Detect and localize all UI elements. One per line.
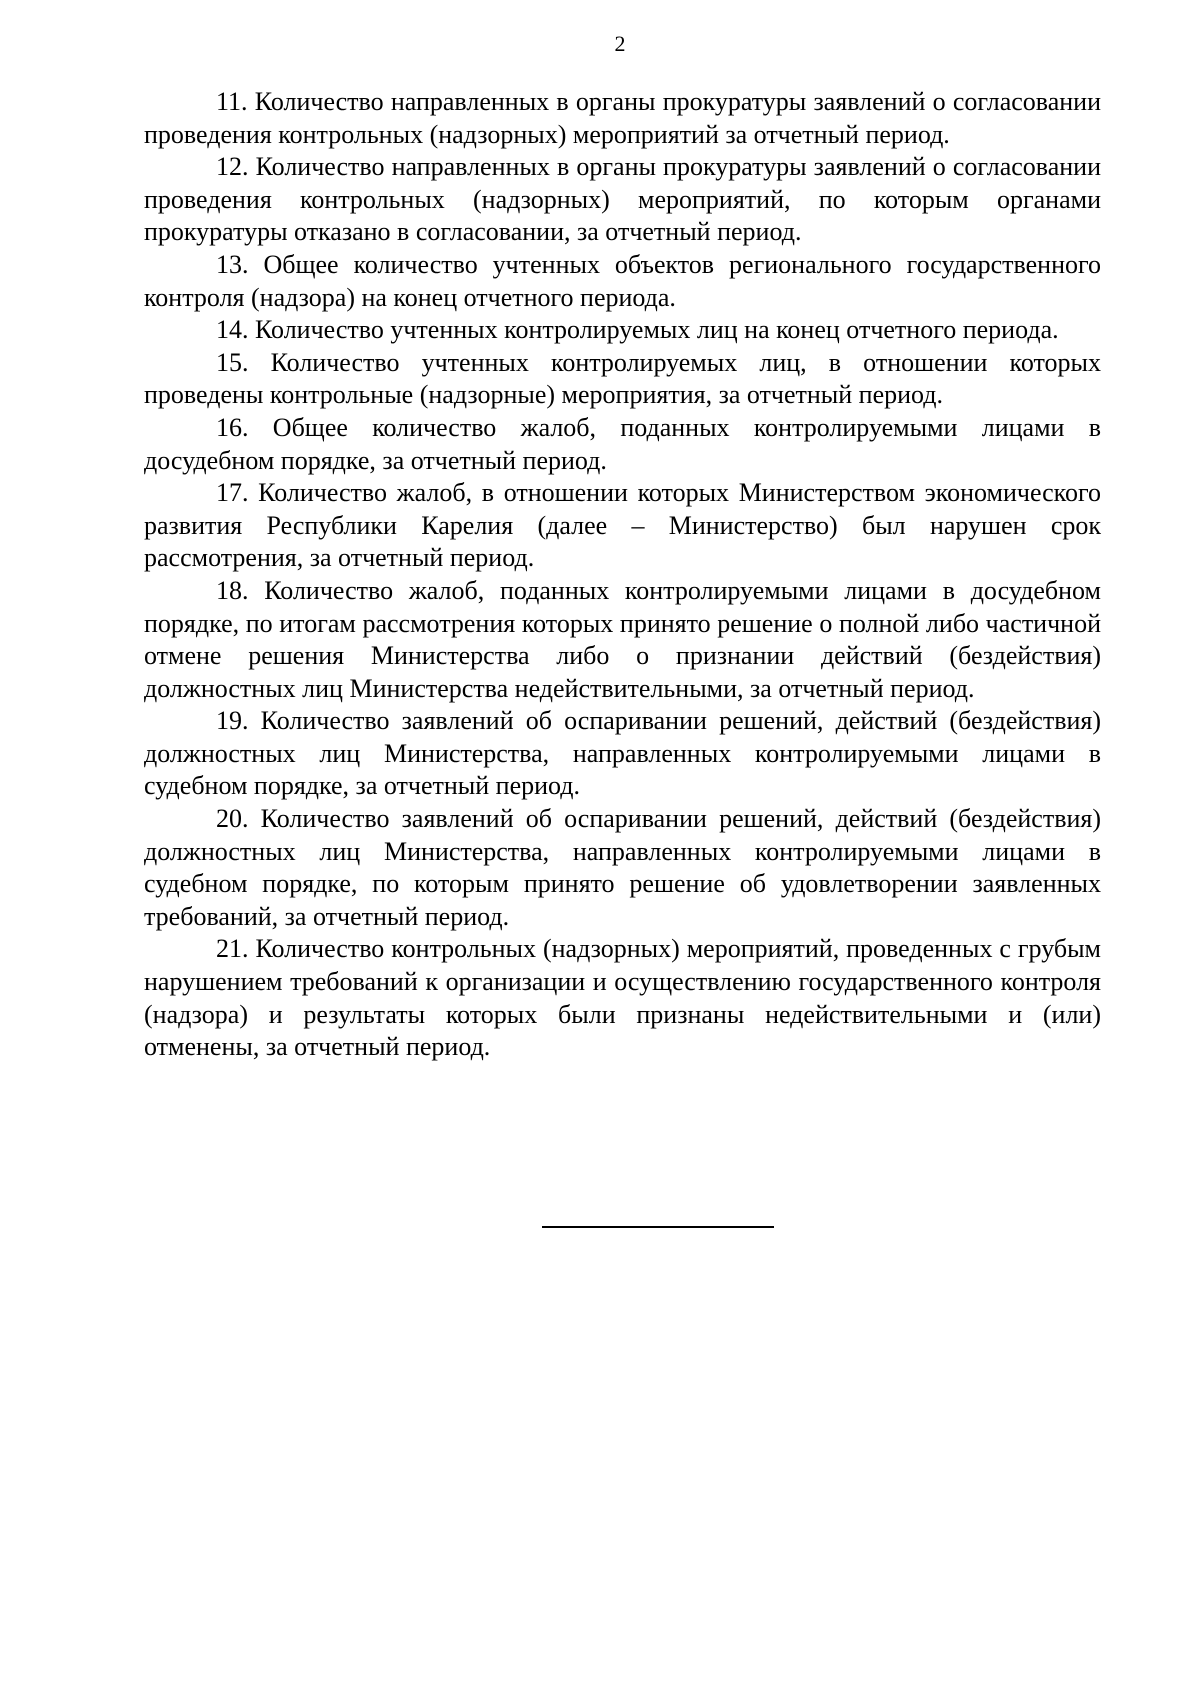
item-text: Количество жалоб, в отношении которых Министерством экономического развития Республики Карелия (далее – Министерство) был нарушен срок рассмотрения, за отчетный период. — [144, 478, 1101, 573]
list-item — [144, 314, 1101, 347]
list-item — [144, 477, 1101, 575]
item-number: 12. — [216, 152, 249, 182]
item-number: 14. — [216, 315, 249, 345]
list-item — [144, 347, 1101, 412]
item-text: Количество контрольных (надзорных) мероприятий, проведенных с грубым нарушением требований к организации и осуществлению государственного контроля (надзора) и результаты которых были признаны недействительными и (или) отменены, за отчетный период. — [144, 934, 1101, 1062]
list-item — [144, 151, 1101, 249]
item-number: 20. — [216, 804, 249, 834]
item-number: 16. — [216, 412, 249, 442]
list-item — [144, 933, 1101, 1063]
item-number: 11. — [216, 87, 248, 116]
item-number: 21. — [216, 934, 249, 964]
item-text: Общее количество учтенных объектов регионального государственного контроля (надзора) на конец отчетного периода. — [144, 249, 1102, 312]
list-item — [144, 803, 1101, 933]
item-text: Количество заявлений об оспаривании решений, действий (бездействия) должностных лиц Министерства, направленных контролируемыми лицами в судебном порядке, по которым принято решение об удовлетворении заявленных требований, за отчетный период. — [144, 804, 1101, 931]
item-text: Количество заявлений об оспаривании решений, действий (бездействия) должностных лиц Министерства, направленных контролируемыми лицами в судебном порядке, за отчетный период. — [144, 706, 1101, 801]
page-number: 2 — [614, 31, 626, 56]
item-text: Количество направленных в органы прокуратуры заявлений о согласовании проведения контрольных (надзорных) мероприятий за отчетный период. — [144, 87, 1102, 149]
list-item — [144, 575, 1101, 705]
item-number: 17. — [216, 478, 249, 508]
item-number: 15. — [216, 347, 249, 377]
list-item — [144, 249, 1101, 314]
closing-rule — [542, 1226, 774, 1228]
item-number: 19. — [216, 706, 249, 736]
list-item — [144, 705, 1101, 803]
list-item — [144, 86, 1101, 151]
item-text: Общее количество жалоб, поданных контролируемыми лицами в досудебном порядке, за отчетный период. — [144, 412, 1101, 475]
item-text: Количество направленных в органы прокуратуры заявлений о согласовании проведения контрольных (надзорных) мероприятий, по которым органами прокуратуры отказано в согласовании, за отчетный период. — [144, 152, 1101, 247]
document-body — [144, 86, 1101, 1064]
item-text: Количество учтенных контролируемых лиц на конец отчетного периода. — [255, 315, 1059, 345]
list-item — [144, 412, 1101, 477]
item-number: 13. — [216, 249, 249, 279]
item-text: Количество жалоб, поданных контролируемыми лицами в досудебном порядке, по итогам рассмотрения которых принято решение о полной либо частичной отмене решения Министерства либо о признании действий (бездействия) должностных лиц Министерства недействительными, за отчетный период. — [144, 575, 1101, 703]
item-number: 18. — [216, 575, 249, 605]
item-text: Количество учтенных контролируемых лиц, в отношении которых проведены контрольные (надзорные) мероприятия, за отчетный период. — [144, 347, 1101, 410]
